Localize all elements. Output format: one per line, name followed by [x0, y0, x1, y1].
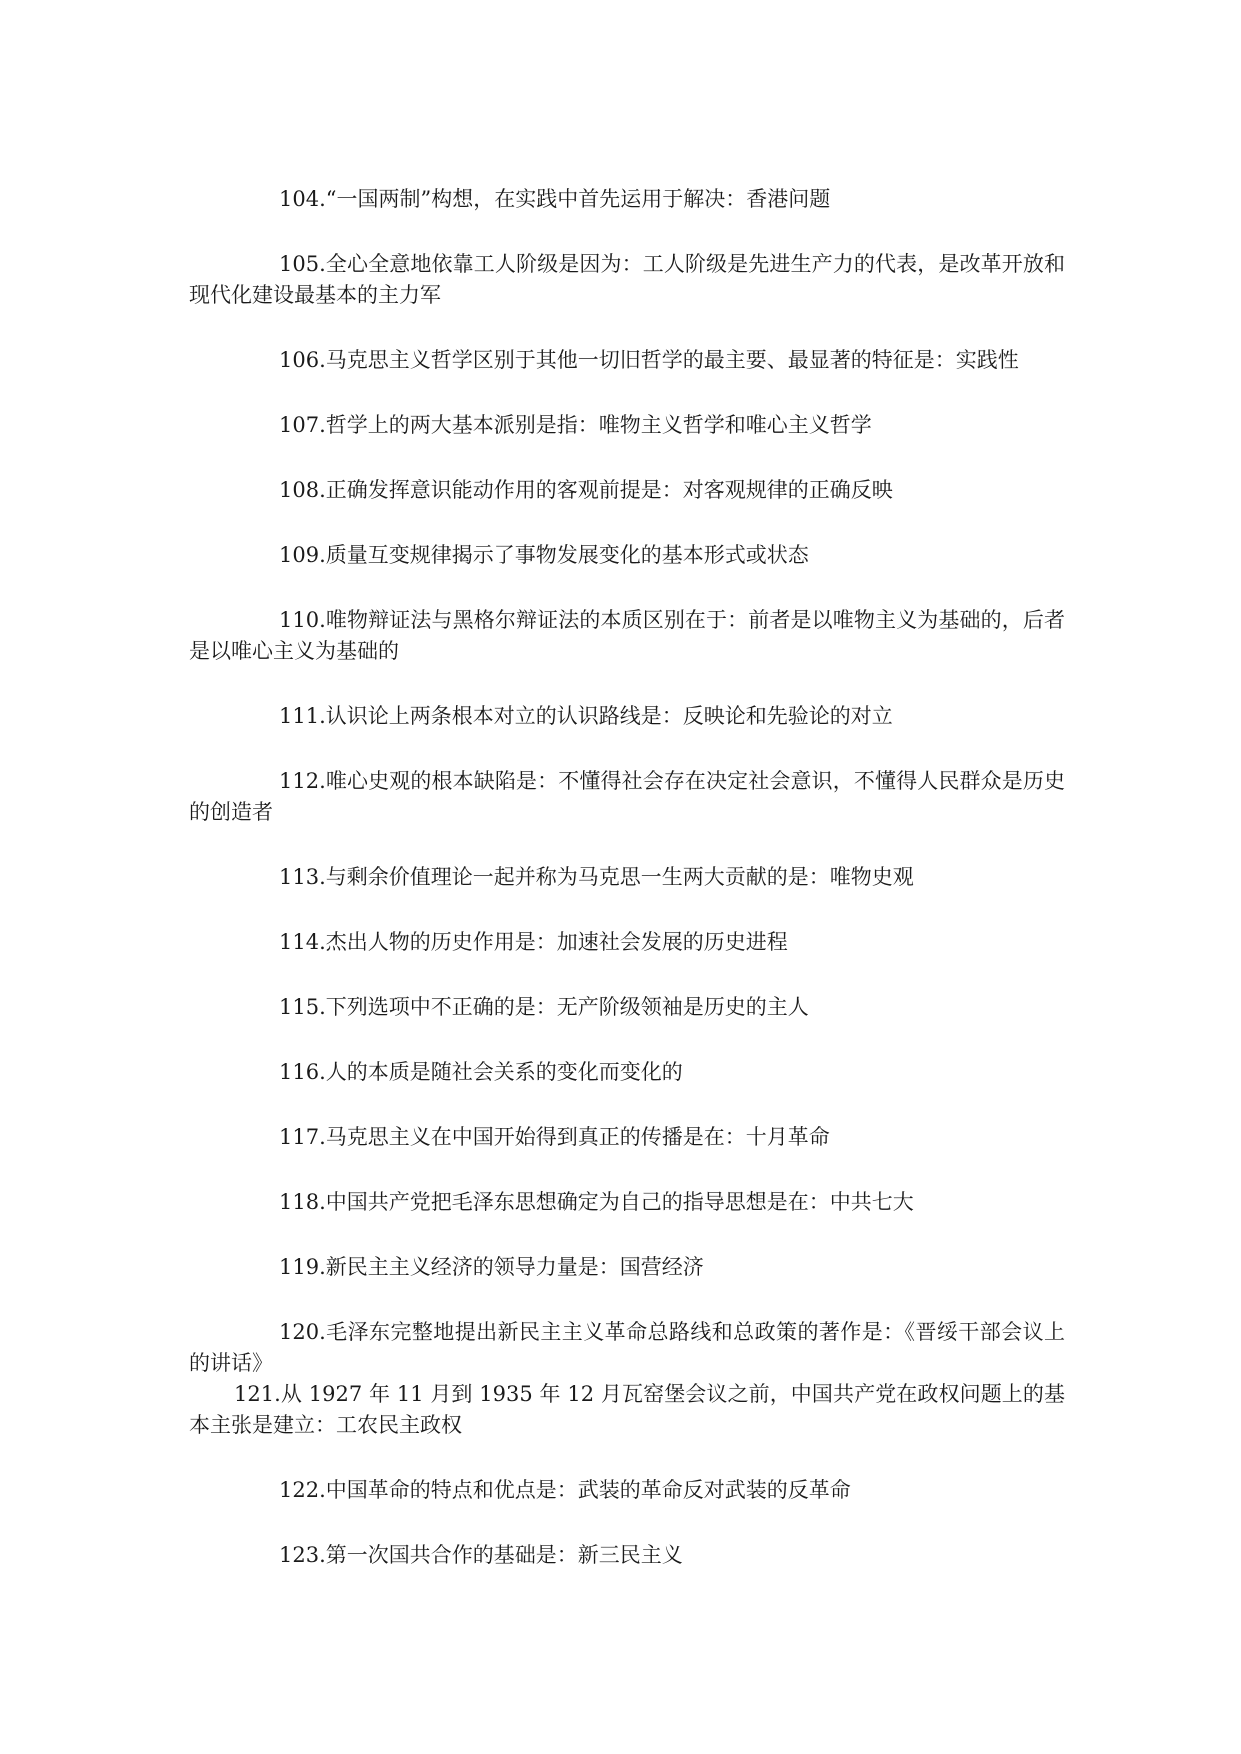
- list-item-118: 118.中国共产党把毛泽东思想确定为自己的指导思想是在：中共七大: [279, 1190, 914, 1214]
- list-item-104: 104.“一国两制”构想，在实践中首先运用于解决：香港问题: [279, 187, 831, 211]
- list-item-122: 122.中国革命的特点和优点是：武装的革命反对武装的反革命: [279, 1478, 851, 1502]
- list-item-111: 111.认识论上两条根本对立的认识路线是：反映论和先验论的对立: [279, 704, 893, 728]
- list-item-119: 119.新民主主义经济的领导力量是：国营经济: [279, 1255, 704, 1279]
- list-item-116: 116.人的本质是随社会关系的变化而变化的: [279, 1060, 683, 1084]
- list-item-105: 105.全心全意地依靠工人阶级是因为：工人阶级是先进生产力的代表，是改革开放和现代化建设最基本的主力军: [189, 252, 1065, 307]
- list-item-120: 120.毛泽东完整地提出新民主主义革命总路线和总政策的著作是：《晋绥干部会议上的讲话》: [189, 1320, 1065, 1375]
- list-item-110: 110.唯物辩证法与黑格尔辩证法的本质区别在于：前者是以唯物主义为基础的，后者是以唯心主义为基础的: [189, 608, 1065, 663]
- list-item-107: 107.哲学上的两大基本派别是指：唯物主义哲学和唯心主义哲学: [279, 413, 872, 437]
- list-item-123: 123.第一次国共合作的基础是：新三民主义: [279, 1543, 683, 1567]
- list-item-112: 112.唯心史观的根本缺陷是：不懂得社会存在决定社会意识，不懂得人民群众是历史的创造者: [189, 769, 1065, 824]
- question-list: [189, 184, 1065, 1605]
- list-item-121: 121.从 1927 年 11 月到 1935 年 12 月瓦窑堡会议之前，中国共产党在政权问题上的基本主张是建立：工农民主政权: [189, 1382, 1065, 1437]
- list-item-117: 117.马克思主义在中国开始得到真正的传播是在：十月革命: [279, 1125, 830, 1149]
- list-item-114: 114.杰出人物的历史作用是：加速社会发展的历史进程: [279, 930, 788, 954]
- list-item-113: 113.与剩余价值理论一起并称为马克思一生两大贡献的是：唯物史观: [279, 865, 914, 889]
- list-item-109: 109.质量互变规律揭示了事物发展变化的基本形式或状态: [279, 543, 809, 567]
- list-item-106: 106.马克思主义哲学区别于其他一切旧哲学的最主要、最显著的特征是：实践性: [279, 348, 1019, 372]
- list-item-115: 115.下列选项中不正确的是：无产阶级领袖是历史的主人: [279, 995, 809, 1019]
- list-item-108: 108.正确发挥意识能动作用的客观前提是：对客观规律的正确反映: [279, 478, 893, 502]
